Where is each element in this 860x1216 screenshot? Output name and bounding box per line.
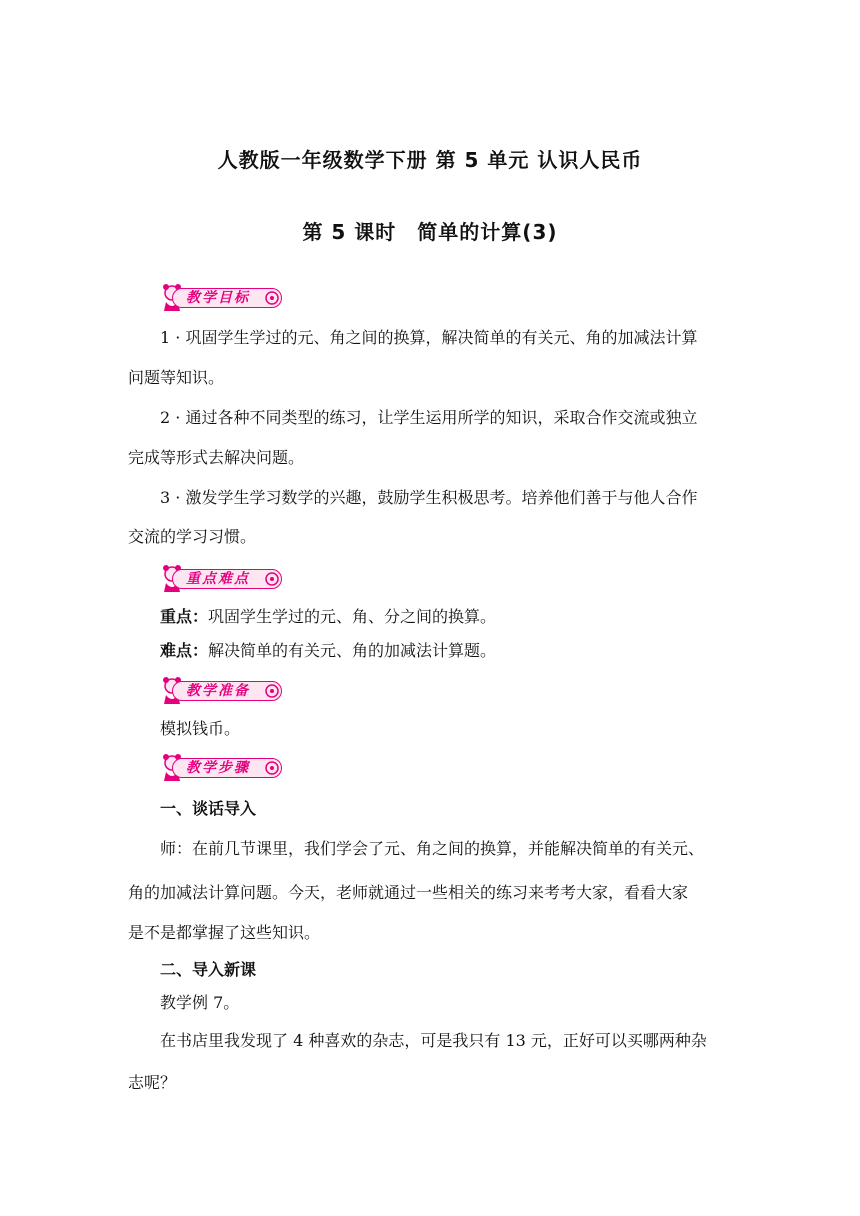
section-banner-goals (160, 282, 284, 312)
banner-label: 教学准备 (186, 683, 250, 699)
goal-2-line-2: 完成等形式去解决问题。 (128, 448, 305, 467)
banner-label: 重点难点 (186, 571, 250, 587)
key-point-line (160, 604, 496, 627)
goal-1-line-2: 问题等知识。 (128, 368, 225, 387)
banner-label: 教学目标 (186, 290, 250, 306)
document-title: 人教版一年级数学下册 第 5 单元 认识人民币 (217, 148, 643, 172)
target-icon (264, 760, 280, 776)
hard-point-line (160, 638, 496, 661)
lesson-title: 第 5 课时 简单的计算(3) (302, 220, 558, 244)
banner-label: 教学步骤 (186, 760, 250, 776)
target-icon (264, 683, 280, 699)
section-banner-steps (160, 752, 284, 782)
hard-point-label: 难点： (160, 641, 209, 660)
step-2-line-1: 教学例 7。 (160, 993, 240, 1012)
goal-1-line-1: 1 · 巩固学生学过的元、角之间的换算，解决简单的有关元、角的加减法计算 (160, 328, 698, 347)
step-1-line-1: 师：在前几节课里，我们学会了元、角之间的换算，并能解决简单的有关元、 (160, 839, 705, 858)
hard-point-text: 解决简单的有关元、角的加减法计算题。 (208, 641, 497, 660)
step-2-line-2: 在书店里我发现了 4 种喜欢的杂志，可是我只有 13 元，正好可以买哪两种杂 (160, 1031, 707, 1050)
target-icon (264, 571, 280, 587)
goal-3-line-2: 交流的学习习惯。 (128, 527, 257, 546)
goal-3-line-1: 3 · 激发学生学习数学的兴趣，鼓励学生积极思考。培养他们善于与他人合作 (160, 488, 698, 507)
target-icon (264, 290, 280, 306)
section-banner-preparation (160, 675, 284, 705)
section-banner-key-points (160, 563, 284, 593)
preparation-text: 模拟钱币。 (160, 719, 241, 738)
goal-2-line-1: 2 · 通过各种不同类型的练习，让学生运用所学的知识，采取合作交流或独立 (160, 408, 698, 427)
step-2-line-3: 志呢？ (128, 1073, 177, 1092)
step-1-heading: 一、谈话导入 (160, 799, 257, 818)
key-point-text: 巩固学生学过的元、角、分之间的换算。 (208, 607, 497, 626)
key-point-label: 重点： (160, 607, 209, 626)
step-2-heading: 二、导入新课 (160, 960, 257, 979)
step-1-line-2: 角的加减法计算问题。今天，老师就通过一些相关的练习来考考大家，看看大家 (128, 883, 689, 902)
step-1-line-3: 是不是都掌握了这些知识。 (128, 923, 321, 942)
